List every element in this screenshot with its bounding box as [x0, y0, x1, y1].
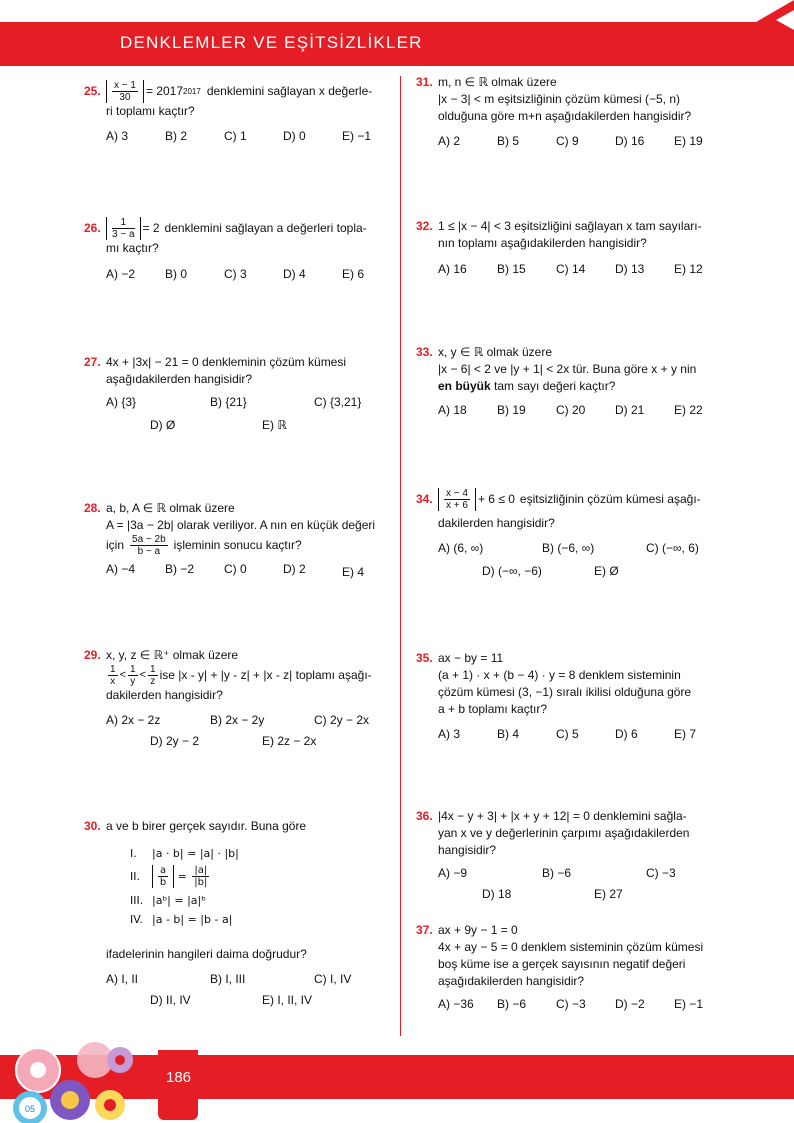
question-text: aşağıdakilerden hangisidir? [438, 974, 585, 988]
question-text: dakilerden hangisidir? [106, 688, 223, 702]
question-number: 32. [416, 219, 433, 233]
fraction-denominator: b − a [137, 546, 161, 557]
inequality-rhs: + 6 ≤ 0 [477, 492, 515, 506]
question-28 [84, 500, 394, 581]
exponent: 2017 [183, 87, 201, 96]
choice-d[interactable]: D) 18 [482, 887, 512, 901]
question-text: ifadelerinin hangileri daima doğrudur? [106, 947, 307, 961]
fraction-numerator: x − 1 [114, 80, 136, 91]
choice-c[interactable]: C) 3 [224, 267, 247, 281]
question-text: dakilerden hangisidir? [438, 516, 555, 530]
choice-c[interactable]: C) −3 [646, 866, 676, 880]
choice-a[interactable]: A) 16 [438, 262, 467, 276]
choice-a[interactable]: A) −9 [438, 866, 468, 880]
choice-d[interactable]: D) 21 [615, 403, 645, 417]
page-number: 186 [166, 1069, 192, 1086]
question-number: 36. [416, 809, 433, 823]
question-text: tam sayı değeri kaçtır? [494, 379, 616, 393]
question-number: 31. [416, 75, 433, 89]
choices [416, 726, 726, 743]
fraction [130, 534, 168, 557]
choice-c[interactable]: C) 2y − 2x [314, 713, 370, 727]
question-text: a, b, A ∈ ℝ olmak üzere [106, 501, 235, 515]
question-text: x, y, z ∈ ℝ⁺ olmak üzere [106, 648, 239, 662]
choice-b[interactable]: B) 2 [165, 129, 188, 143]
choices [416, 402, 726, 419]
question-text: nın toplamı aşağıdakilerden hangisidir? [438, 236, 647, 250]
equation-rhs: = 2 [142, 221, 160, 235]
question-number: 33. [416, 345, 433, 359]
fraction-denominator: y [130, 676, 136, 687]
fraction-denominator: x [110, 676, 116, 687]
statement-text: |a · b| = |a| · |b| [152, 847, 239, 860]
question-27 [84, 354, 384, 434]
fraction-denominator: z [150, 676, 156, 687]
statement-text: |aᵇ| = |a|ᵇ [152, 894, 206, 907]
question-number: 35. [416, 651, 433, 665]
choices [84, 266, 384, 283]
question-text: ri toplamı kaçtır? [106, 104, 195, 118]
choice-d[interactable]: D) 4 [283, 267, 306, 281]
choices [416, 540, 726, 557]
choice-e[interactable]: E) −1 [674, 997, 704, 1011]
question-text: ax + 9y − 1 = 0 [438, 923, 518, 937]
fraction-numerator: 1 [112, 217, 135, 229]
question-text: yan x ve y değerlerinin çarpımı aşağıdakilerden [438, 826, 690, 840]
choice-b[interactable]: B) (−6, ∞) [542, 541, 595, 555]
question-number: 29. [84, 648, 101, 662]
choice-b[interactable]: B) 15 [497, 262, 526, 276]
choice-a[interactable]: A) {3} [106, 395, 137, 409]
statement-label: IV. [130, 913, 143, 926]
question-text: hangisidir? [438, 843, 497, 857]
question-text: için [106, 538, 125, 552]
choice-a[interactable]: A) 2x − 2z [106, 713, 161, 727]
choice-e[interactable]: E) 6 [342, 267, 365, 281]
statement-text: |a - b| = |b - a| [152, 913, 233, 926]
question-number: 25. [84, 84, 101, 98]
fraction-denominator: b [159, 877, 167, 888]
choice-b[interactable]: B) {21} [210, 395, 247, 409]
abs-expression [438, 488, 476, 511]
choices-row-2 [84, 417, 384, 434]
choice-a[interactable]: A) 3 [438, 727, 461, 741]
choices [416, 996, 726, 1013]
question-text: |x − 3| < m eşitsizliğinin çözüm kümesi (−5, n) [438, 92, 680, 106]
question-25 [84, 80, 384, 145]
question-text: m, n ∈ ℝ olmak üzere [438, 75, 557, 89]
fraction-numerator: 1 [130, 664, 136, 675]
choice-e[interactable]: E) 22 [674, 403, 703, 417]
choice-d[interactable]: D) 2y − 2 [150, 734, 200, 748]
question-text: |4x − y + 3| + |x + y + 12| = 0 denklemini sağla- [438, 809, 687, 823]
choice-e[interactable]: E) I, II, IV [262, 993, 313, 1007]
fraction-numerator: 1 [150, 664, 156, 675]
question-number: 27. [84, 355, 101, 369]
choice-e[interactable]: E) Ø [594, 564, 619, 578]
choice-b[interactable]: B) 4 [497, 727, 520, 741]
question-text: ise |x - y| + |y - z| + |x - z| toplamı aşağı- [159, 668, 372, 682]
abs-expression [152, 865, 174, 888]
fraction-numerator: 1 [110, 664, 116, 675]
choice-d[interactable]: D) 13 [615, 262, 645, 276]
choice-d[interactable]: D) II, IV [150, 993, 191, 1007]
question-text: denklemini sağlayan a değerleri topla- [164, 221, 367, 235]
question-29: 29. x, y, z ∈ ℝ⁺ olmak üzere $\frac{1}{x}$ < $\frac{1}{y}$ < $\frac{1}{z}$ ise |x - y| + |y - z| + |x - z| toplamı aşağı- dakilerden hangisidir? A) 2x − 2z B) 2x − 2y C) 2y − 2x D) 2y − 2 E) 2z − 2x [84, 647, 394, 750]
question-text: (a + 1) · x + (b − 4) · y = 8 denklem sisteminin [438, 668, 681, 682]
question-text: ax − by = 11 [438, 651, 504, 665]
choice-b[interactable]: B) 19 [497, 403, 526, 417]
question-36 [416, 808, 726, 903]
choices [84, 971, 394, 988]
choice-b[interactable]: B) 0 [165, 267, 188, 281]
choice-a[interactable]: A) 2 [438, 134, 461, 148]
question-text: |x − 6| < 2 ve |y + 1| < 2x tür. Buna göre x + y nin [438, 362, 697, 376]
fraction [108, 664, 118, 687]
choice-d[interactable]: D) 16 [615, 134, 645, 148]
choice-e[interactable]: E) ℝ [262, 418, 287, 432]
choice-c[interactable]: C) (−∞, 6) [646, 541, 699, 555]
choice-c[interactable]: C) 1 [224, 129, 247, 143]
fraction-numerator: a [160, 865, 167, 876]
corner-arrow-icon [756, 0, 794, 40]
column-divider [400, 76, 401, 1036]
choice-e[interactable]: E) 7 [674, 727, 697, 741]
question-number: 30. [84, 819, 101, 833]
choice-b[interactable]: B) 2x − 2y [210, 713, 265, 727]
question-text: x, y ∈ ℝ olmak üzere [438, 345, 552, 359]
statement-list: I. |a · b| = |a| · |b| II. $\frac{a}{b}$ = $\frac{|a|}{|b|}$ III. |aᵇ| = |a|ᵇ IV. |a - b| = |b - a| [130, 847, 239, 926]
fraction-numerator: |a| [194, 865, 208, 876]
chapter-title: DENKLEMLER VE EŞİTSİZLİKLER [120, 33, 423, 52]
choices [84, 712, 394, 729]
choice-a[interactable]: A) −36 [438, 997, 474, 1011]
fraction-denominator: 3 − a [112, 229, 135, 240]
choice-e[interactable]: E) 4 [342, 565, 365, 579]
fraction-denominator: 30 [119, 92, 131, 103]
choices-row-2 [416, 886, 726, 903]
question-text: olduğuna göre m+n aşağıdakilerden hangisidir? [438, 109, 692, 123]
choice-a[interactable]: A) −4 [106, 562, 136, 576]
choice-b[interactable]: B) −6 [497, 997, 527, 1011]
question-text: a + b toplamı kaçtır? [438, 702, 548, 716]
fraction [192, 865, 209, 888]
question-31 [416, 74, 726, 150]
choice-c[interactable]: C) 0 [224, 562, 247, 576]
statement-label: I. [130, 847, 137, 860]
choice-b[interactable]: B) −6 [542, 866, 572, 880]
choice-c[interactable]: C) 20 [556, 403, 586, 417]
question-text: mı kaçtır? [106, 241, 159, 255]
choice-d[interactable]: D) 6 [615, 727, 638, 741]
question-number: 34. [416, 492, 433, 506]
choice-c[interactable]: C) 14 [556, 262, 586, 276]
choice-e[interactable]: E) 19 [674, 134, 703, 148]
choice-e[interactable]: E) 12 [674, 262, 703, 276]
choices-row-2 [84, 992, 394, 1009]
choice-b[interactable]: B) −2 [165, 562, 195, 576]
choices [84, 561, 394, 581]
emphasis-text: en büyük [438, 379, 491, 393]
choices [416, 865, 726, 882]
choice-a[interactable]: A) 3 [106, 129, 129, 143]
question-text: denklemini sağlayan x değerle- [206, 84, 373, 98]
question-32 [416, 218, 726, 278]
choice-d[interactable]: D) (−∞, −6) [482, 564, 542, 578]
fraction-denominator: |b| [194, 877, 208, 888]
choices-row-2 [416, 563, 726, 580]
fraction-denominator: x + 6 [446, 500, 468, 511]
gear-label: 05 [24, 1104, 36, 1114]
question-26 [84, 217, 384, 283]
choice-b[interactable]: B) 5 [497, 134, 520, 148]
fraction [148, 664, 158, 687]
question-text: a ve b birer gerçek sayıdır. Buna göre [106, 819, 307, 833]
question-37 [416, 922, 726, 1013]
choice-c[interactable]: C) 9 [556, 134, 579, 148]
question-number: 37. [416, 923, 433, 937]
fraction [128, 664, 138, 687]
question-text: işleminin sonucu kaçtır? [173, 538, 302, 552]
gears-decoration-icon [0, 1030, 150, 1123]
choice-c[interactable]: C) −3 [556, 997, 586, 1011]
question-33 [416, 344, 726, 419]
choice-e[interactable]: E) 2z − 2x [262, 734, 317, 748]
choice-a[interactable]: A) 18 [438, 403, 467, 417]
choice-e[interactable]: E) 27 [594, 887, 623, 901]
choice-c[interactable]: C) I, IV [314, 972, 352, 986]
abs-expression [106, 217, 141, 240]
choices-row-2 [84, 733, 394, 750]
question-text: çözüm kümesi (3, −1) sıralı ikilisi olduğuna göre [438, 685, 692, 699]
question-number: 28. [84, 501, 101, 515]
statement-label: II. [130, 870, 140, 883]
choice-c[interactable]: C) {3,21} [314, 395, 362, 409]
abs-expression [106, 80, 144, 103]
choice-d[interactable]: D) −2 [615, 997, 645, 1011]
question-text: A = |3a − 2b| olarak veriliyor. A nın en küçük değeri [106, 518, 376, 532]
question-34 [416, 488, 726, 580]
statement-label: III. [130, 894, 144, 907]
question-text: aşağıdakilerden hangisidir? [106, 372, 253, 386]
question-text: eşitsizliğinin çözüm kümesi aşağı- [519, 492, 701, 506]
question-text: 1 ≤ |x − 4| < 3 eşitsizliğini sağlayan x tam sayıları- [438, 219, 702, 233]
question-35 [416, 650, 726, 743]
choice-a[interactable]: A) −2 [106, 267, 136, 281]
choices [84, 394, 384, 411]
question-text: boş küme ise a gerçek sayısının negatif değeri [438, 957, 686, 971]
question-30 [84, 818, 394, 1009]
question-number: 26. [84, 221, 101, 235]
choices [416, 261, 726, 278]
choices [84, 128, 384, 145]
choices [416, 133, 726, 150]
question-text: 4x + |3x| − 21 = 0 denkleminin çözüm kümesi [106, 355, 347, 369]
fraction-numerator: 5a − 2b [132, 534, 166, 545]
equation-rhs: = 2017 [145, 84, 184, 98]
choice-c[interactable]: C) 5 [556, 727, 579, 741]
choice-d[interactable]: D) 0 [283, 129, 306, 143]
fraction-numerator: x − 4 [446, 488, 468, 499]
choice-e[interactable]: E) −1 [342, 129, 372, 143]
choice-a[interactable]: A) I, II [106, 972, 139, 986]
choice-d[interactable]: D) 2 [283, 562, 306, 576]
choice-d[interactable]: D) Ø [150, 418, 176, 432]
choice-b[interactable]: B) I, III [210, 972, 246, 986]
choice-a[interactable]: A) (6, ∞) [438, 541, 484, 555]
question-text: 4x + ay − 5 = 0 denklem sisteminin çözüm kümesi [438, 940, 704, 954]
